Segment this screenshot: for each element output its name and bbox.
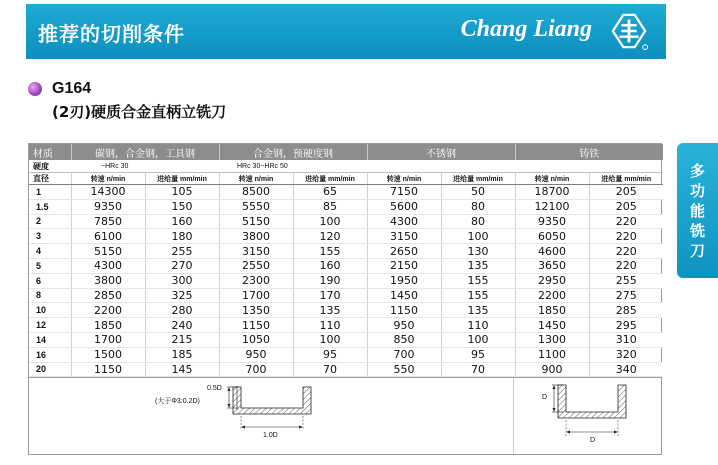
brand-name: Chang Liang	[460, 16, 592, 42]
table-row	[29, 273, 663, 288]
diameter-cell: 5	[29, 258, 71, 273]
side-tab-char: 铣	[689, 221, 705, 240]
table-row	[29, 288, 663, 303]
group-header: 铸铁	[515, 144, 663, 160]
width-label: 1.0D	[263, 432, 278, 440]
feed-cell: 100	[293, 214, 367, 229]
depth-label: 0.5D	[207, 385, 222, 393]
group-header: 碳钢，合金钢，工具钢	[71, 144, 219, 160]
feed-cell: 155	[441, 288, 515, 303]
speed-cell: 3800	[219, 229, 293, 244]
table-row	[29, 244, 663, 259]
table-row	[29, 318, 663, 333]
feed-cell: 220	[589, 229, 663, 244]
feed-cell: 100	[441, 229, 515, 244]
speed-cell: 700	[219, 362, 293, 377]
feed-cell: 70	[441, 362, 515, 377]
depth-note: (大于Φ3:0.2D)	[155, 398, 200, 406]
speed-cell: 1100	[515, 347, 589, 362]
feed-cell: 180	[145, 229, 219, 244]
feed-cell: 95	[293, 347, 367, 362]
speed-cell: 550	[367, 362, 441, 377]
speed-cell: 9350	[71, 199, 145, 214]
speed-cell: 5550	[219, 199, 293, 214]
feed-cell: 95	[441, 347, 515, 362]
diameter-cell: 20	[29, 362, 71, 377]
table-row	[29, 229, 663, 244]
feed-cell: 310	[589, 332, 663, 347]
feed-cell: 110	[293, 318, 367, 333]
speed-cell: 2200	[71, 303, 145, 318]
speed-cell: 14300	[71, 185, 145, 200]
speed-cell: 1150	[367, 303, 441, 318]
material-header: 材质	[29, 144, 71, 160]
page-header	[26, 4, 666, 59]
diameter-cell: 1.5	[29, 199, 71, 214]
speed-label: 转速 n/min	[71, 173, 145, 185]
table-row	[29, 199, 663, 214]
speed-cell: 1850	[71, 318, 145, 333]
feed-cell: 145	[145, 362, 219, 377]
feed-cell: 130	[441, 244, 515, 259]
feed-cell: 205	[589, 199, 663, 214]
hardness-value	[515, 160, 663, 173]
diameter-cell: 12	[29, 318, 71, 333]
table-row	[29, 303, 663, 318]
feed-cell: 240	[145, 318, 219, 333]
feed-cell: 170	[293, 288, 367, 303]
diameter-cell: 8	[29, 288, 71, 303]
speed-cell: 3650	[515, 258, 589, 273]
feed-cell: 155	[293, 244, 367, 259]
speed-cell: 700	[367, 347, 441, 362]
shallow-slot-drawing	[143, 384, 343, 454]
product-subtitle: (2刃)硬质合金直柄立铣刀	[52, 103, 227, 121]
feed-cell: 280	[145, 303, 219, 318]
feed-label: 进给量 mm/min	[145, 173, 219, 185]
depth-label: D	[542, 394, 548, 402]
diameter-cell: 6	[29, 273, 71, 288]
speed-cell: 1300	[515, 332, 589, 347]
feed-cell: 205	[589, 185, 663, 200]
speed-cell: 12100	[515, 199, 589, 214]
speed-cell: 1700	[71, 332, 145, 347]
speed-cell: 4300	[367, 214, 441, 229]
speed-cell: 1450	[515, 318, 589, 333]
feed-cell: 110	[441, 318, 515, 333]
table-row	[29, 347, 663, 362]
feed-cell: 120	[293, 229, 367, 244]
group-header: 合金钢，预硬度钢	[219, 144, 367, 160]
feed-cell: 100	[441, 332, 515, 347]
speed-cell: 7850	[71, 214, 145, 229]
speed-label: 转速 n/min	[367, 173, 441, 185]
speed-cell: 9350	[515, 214, 589, 229]
feed-label: 进给量 mm/min	[589, 173, 663, 185]
feed-cell: 300	[145, 273, 219, 288]
speed-cell: 6050	[515, 229, 589, 244]
width-label: D	[590, 437, 596, 445]
slot-diagrams	[29, 377, 661, 454]
feed-cell: 220	[589, 244, 663, 259]
speed-cell: 2950	[515, 273, 589, 288]
speed-cell: 850	[367, 332, 441, 347]
deep-slot-drawing	[514, 382, 654, 452]
feed-cell: 50	[441, 185, 515, 200]
feed-cell: 270	[145, 258, 219, 273]
speed-cell: 2200	[515, 288, 589, 303]
feed-label: 进给量 mm/min	[293, 173, 367, 185]
feed-cell: 160	[145, 214, 219, 229]
feed-cell: 135	[441, 258, 515, 273]
speed-cell: 7150	[367, 185, 441, 200]
speed-cell: 1700	[219, 288, 293, 303]
feed-cell: 325	[145, 288, 219, 303]
diameter-label: 直径	[29, 173, 71, 185]
speed-cell: 5150	[71, 244, 145, 259]
feed-cell: 80	[441, 214, 515, 229]
feed-cell: 100	[293, 332, 367, 347]
feed-cell: 255	[589, 273, 663, 288]
speed-cell: 1450	[367, 288, 441, 303]
feed-cell: 135	[293, 303, 367, 318]
hardness-value: HRc 30~HRc 50	[219, 160, 367, 173]
side-tab-multi-function-milling[interactable]	[677, 143, 718, 278]
table-body	[29, 185, 663, 377]
speed-cell: 950	[367, 318, 441, 333]
diameter-cell: 3	[29, 229, 71, 244]
table-row	[29, 258, 663, 273]
feed-cell: 155	[441, 273, 515, 288]
speed-cell: 1500	[71, 347, 145, 362]
speed-cell: 3150	[367, 229, 441, 244]
speed-cell: 1850	[515, 303, 589, 318]
speed-cell: 900	[515, 362, 589, 377]
bullet-icon	[28, 82, 42, 96]
feed-cell: 150	[145, 199, 219, 214]
feng-logo-icon	[610, 12, 648, 50]
speed-cell: 8500	[219, 185, 293, 200]
table-row	[29, 214, 663, 229]
speed-cell: 5150	[219, 214, 293, 229]
speed-cell: 1050	[219, 332, 293, 347]
speed-cell: 2850	[71, 288, 145, 303]
side-tab-char: 能	[689, 201, 705, 220]
diameter-cell: 16	[29, 347, 71, 362]
speed-cell: 1150	[219, 318, 293, 333]
feed-cell: 85	[293, 199, 367, 214]
table-row	[29, 185, 663, 200]
speed-cell: 2300	[219, 273, 293, 288]
hardness-value: ~HRc 30	[71, 160, 219, 173]
feed-cell: 135	[441, 303, 515, 318]
speed-cell: 1150	[71, 362, 145, 377]
diameter-cell: 10	[29, 303, 71, 318]
feed-cell: 320	[589, 347, 663, 362]
speed-cell: 1950	[367, 273, 441, 288]
hardness-label: 硬度	[29, 160, 71, 173]
feed-cell: 255	[145, 244, 219, 259]
deep-slot-diagram	[514, 382, 654, 452]
table-row	[29, 362, 663, 377]
speed-cell: 3150	[219, 244, 293, 259]
page-title: 推荐的切削条件	[38, 22, 185, 46]
speed-cell: 18700	[515, 185, 589, 200]
feed-cell: 65	[293, 185, 367, 200]
feed-cell: 340	[589, 362, 663, 377]
product-model: G164	[52, 80, 92, 97]
feed-cell: 215	[145, 332, 219, 347]
feed-cell: 105	[145, 185, 219, 200]
speed-label: 转速 n/min	[515, 173, 589, 185]
speed-cell: 6100	[71, 229, 145, 244]
feed-cell: 295	[589, 318, 663, 333]
feed-cell: 220	[589, 258, 663, 273]
feed-cell: 70	[293, 362, 367, 377]
hardness-value	[367, 160, 515, 173]
diameter-cell: 14	[29, 332, 71, 347]
side-tab-char: 多	[689, 161, 705, 180]
speed-cell: 2650	[367, 244, 441, 259]
feed-cell: 190	[293, 273, 367, 288]
speed-label: 转速 n/min	[219, 173, 293, 185]
feed-cell: 160	[293, 258, 367, 273]
diameter-cell: 4	[29, 244, 71, 259]
speed-cell: 1350	[219, 303, 293, 318]
speed-cell: 2550	[219, 258, 293, 273]
feed-label: 进给量 mm/min	[441, 173, 515, 185]
diameter-cell: 1	[29, 185, 71, 200]
speed-cell: 950	[219, 347, 293, 362]
cutting-conditions-table	[28, 143, 662, 455]
feed-cell: 80	[441, 199, 515, 214]
feed-cell: 220	[589, 214, 663, 229]
feed-cell: 185	[145, 347, 219, 362]
group-header: 不锈钢	[367, 144, 515, 160]
feed-cell: 275	[589, 288, 663, 303]
feed-cell: 285	[589, 303, 663, 318]
table-row	[29, 332, 663, 347]
diameter-cell: 2	[29, 214, 71, 229]
speed-cell: 4600	[515, 244, 589, 259]
side-tab-char: 刀	[689, 241, 705, 260]
side-tab-char: 功	[689, 181, 705, 200]
speed-cell: 4300	[71, 258, 145, 273]
shallow-slot-diagram	[143, 384, 343, 454]
speed-cell: 2150	[367, 258, 441, 273]
speed-cell: 5600	[367, 199, 441, 214]
speed-cell: 3800	[71, 273, 145, 288]
